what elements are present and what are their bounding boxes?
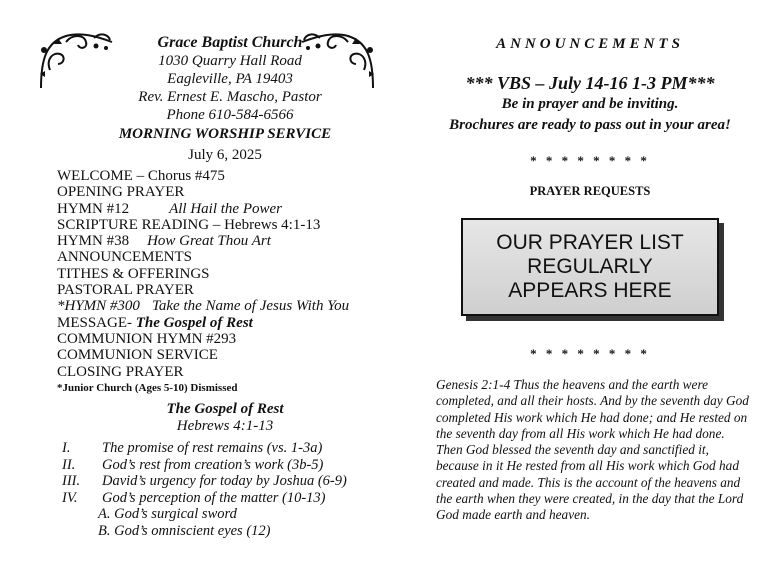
outline-point: IV. God’s perception of the matter (10-13) bbox=[62, 489, 326, 506]
order-item: COMMUNION SERVICE bbox=[57, 347, 218, 364]
order-item: SCRIPTURE READING – Hebrews 4:1-13 bbox=[57, 216, 321, 233]
order-item: WELCOME – Chorus #475 bbox=[57, 168, 225, 184]
order-item: HYMN #12 All Hail the Power bbox=[57, 200, 282, 217]
prayer-box-line: APPEARS HERE bbox=[508, 279, 672, 302]
order-item: COMMUNION HYMN #293 bbox=[57, 330, 237, 347]
outline-subpoint: A. God’s surgical sword bbox=[98, 506, 237, 522]
outline-point: II. God’s rest from creation’s work (3b-5) bbox=[62, 456, 324, 473]
announcements-title: ANNOUNCEMENTS bbox=[496, 36, 684, 52]
church-phone: Phone 610-584-6566 bbox=[166, 107, 294, 123]
church-address-line2: Eagleville, PA 19403 bbox=[167, 71, 293, 87]
vbs-line-2: Be in prayer and be inviting. bbox=[501, 96, 679, 112]
order-item: MESSAGE- The Gospel of Rest bbox=[57, 314, 253, 331]
outline-subpoint: B. God’s omniscient eyes (12) bbox=[98, 522, 271, 539]
order-item: CLOSING PRAYER bbox=[57, 363, 184, 380]
scripture-passage: Genesis 2:1-4 Thus the heavens and the earth were completed, and all their hosts. And by the seventh day God completed His work which He had done; and He rested on the seventh day from all His work which He had done. Then God blessed the seventh day and sanctified it, because in it He rested from all His work which God had created and made. This is the account of the heavens and the earth when they were created, in the day that the Lord God made earth and heaven. bbox=[436, 377, 749, 523]
church-header bbox=[120, 34, 340, 124]
star-divider: * * * * * * * * bbox=[530, 153, 650, 168]
service-title: MORNING WORSHIP SERVICE bbox=[118, 126, 332, 142]
sermon-outline bbox=[62, 440, 392, 539]
church-address-line1: 1030 Quarry Hall Road bbox=[158, 53, 302, 69]
scroll-ornament-left bbox=[36, 30, 116, 90]
sermon-reference: Hebrews 4:1-13 bbox=[176, 418, 274, 434]
vbs-line-3: Brochures are ready to pass out in your area! bbox=[449, 117, 731, 133]
order-item: *HYMN #300 Take the Name of Jesus With You bbox=[57, 298, 350, 315]
pastor-name: Rev. Ernest E. Mascho, Pastor bbox=[138, 89, 322, 105]
prayer-box-line: OUR PRAYER LIST bbox=[496, 231, 684, 254]
service-date: July 6, 2025 bbox=[188, 147, 262, 163]
order-item: HYMN #38 How Great Thou Art bbox=[57, 233, 271, 250]
order-item: ANNOUNCEMENTS bbox=[57, 249, 192, 266]
outline-point: I. The promise of rest remains (vs. 1-3a) bbox=[62, 440, 323, 456]
church-name: Grace Baptist Church bbox=[157, 34, 303, 51]
vbs-announcement: *** VBS – July 14-16 1-3 PM*** bbox=[465, 73, 715, 93]
order-item: *Junior Church (Ages 5-10) Dismissed bbox=[57, 381, 238, 394]
order-item: PASTORAL PRAYER bbox=[57, 282, 194, 299]
outline-point: III. David’s urgency for today by Joshua (6-9) bbox=[62, 473, 347, 489]
star-divider: * * * * * * * * bbox=[530, 346, 650, 361]
order-item: TITHES & OFFERINGS bbox=[57, 265, 210, 282]
order-of-service bbox=[57, 168, 387, 396]
prayer-list-box bbox=[461, 218, 719, 316]
order-item: OPENING PRAYER bbox=[57, 184, 185, 201]
sermon-title: The Gospel of Rest bbox=[166, 401, 284, 417]
prayer-box-line: REGULARLY bbox=[527, 255, 653, 278]
prayer-requests-heading: PRAYER REQUESTS bbox=[529, 184, 651, 198]
